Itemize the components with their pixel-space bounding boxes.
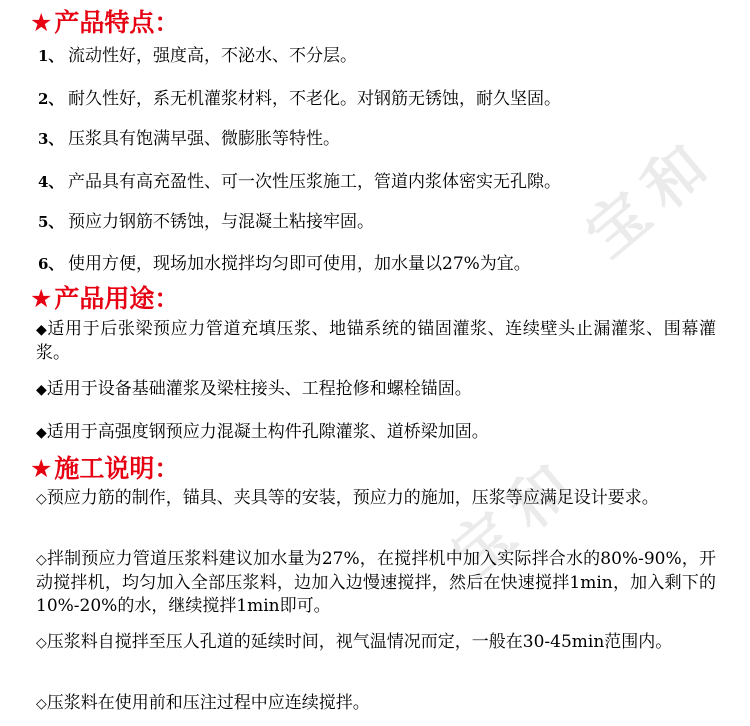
instruction-text: 预应力筋的制作，锚具、夹具等的安装，预应力的施加，压浆等应满足设计要求。 [46, 488, 659, 508]
instruction-item [36, 692, 716, 716]
diamond-filled-icon: ◆ [36, 425, 47, 441]
feature-text: 预应力钢筋不锈蚀，与混凝土粘接牢固。 [68, 212, 374, 232]
uses-title: 产品用途： [54, 284, 180, 313]
feature-text: 使用方便，现场加水搅拌均匀即可使用，加水量以27%为宜。 [68, 254, 531, 274]
use-text: 适用于高强度钢预应力混凝土构件孔隙灌浆、道桥梁加固。 [46, 422, 489, 442]
instruction-item [36, 631, 716, 655]
feature-item [38, 171, 561, 193]
instruction-item [36, 487, 716, 511]
features-heading [30, 8, 179, 38]
use-item [36, 378, 716, 402]
diamond-filled-icon: ◆ [36, 322, 48, 338]
use-item [36, 318, 716, 365]
feature-item [38, 88, 561, 110]
feature-text: 耐久性好，系无机灌浆材料，不老化。对钢筋无锈蚀，耐久坚固。 [68, 89, 561, 109]
star-icon: ★ [30, 8, 53, 37]
star-icon: ★ [30, 454, 53, 483]
feature-item [38, 128, 340, 150]
instruction-text: 压浆料在使用前和压注过程中应连续搅拌。 [46, 693, 370, 713]
diamond-outline-icon: ◇ [36, 696, 47, 712]
feature-number: 3、 [38, 130, 64, 148]
feature-number: 4、 [38, 173, 64, 191]
instruction-text: 拌制预应力管道压浆料建议加水量为27%，在搅拌机中加入实际拌合水的80%-90%，开动搅拌机，均匀加入全部压浆料，边加入边慢速搅拌，然后在快速搅拌1min，加入剩下的10%-20%的水，继续搅拌1min即可。 [36, 549, 716, 616]
diamond-outline-icon: ◇ [36, 635, 47, 651]
use-item [36, 421, 716, 445]
feature-item [38, 253, 531, 275]
use-text: 适用于后张梁预应力管道充填压浆、地锚系统的锚固灌浆、连续壁头止漏灌浆、围幕灌浆。 [36, 319, 716, 363]
feature-item [38, 45, 357, 67]
instruction-item [36, 548, 716, 618]
feature-number: 6、 [38, 255, 64, 273]
feature-number: 1、 [38, 47, 64, 65]
diamond-outline-icon: ◇ [36, 552, 47, 568]
feature-text: 压浆具有饱满早强、微膨胀等特性。 [68, 129, 340, 149]
feature-text: 流动性好，强度高，不泌水、不分层。 [68, 46, 357, 66]
diamond-filled-icon: ◆ [36, 382, 47, 398]
diamond-outline-icon: ◇ [36, 491, 47, 507]
feature-number: 2、 [38, 90, 64, 108]
uses-heading [30, 284, 179, 314]
instructions-title: 施工说明： [54, 454, 180, 483]
watermark: 宝和 [438, 442, 597, 592]
instruction-text: 压浆料自搅拌至压人孔道的延续时间，视气温情况而定，一般在30-45min范围内。 [46, 632, 673, 652]
use-text: 适用于设备基础灌浆及梁柱接头、工程抢修和螺栓锚固。 [46, 379, 472, 399]
feature-number: 5、 [38, 213, 64, 231]
watermark: 宝和 [573, 122, 732, 272]
feature-item [38, 211, 374, 233]
features-title: 产品特点： [54, 8, 180, 37]
instructions-heading [30, 454, 179, 484]
feature-text: 产品具有高充盈性、可一次性压浆施工，管道内浆体密实无孔隙。 [68, 172, 561, 192]
star-icon: ★ [30, 284, 53, 313]
